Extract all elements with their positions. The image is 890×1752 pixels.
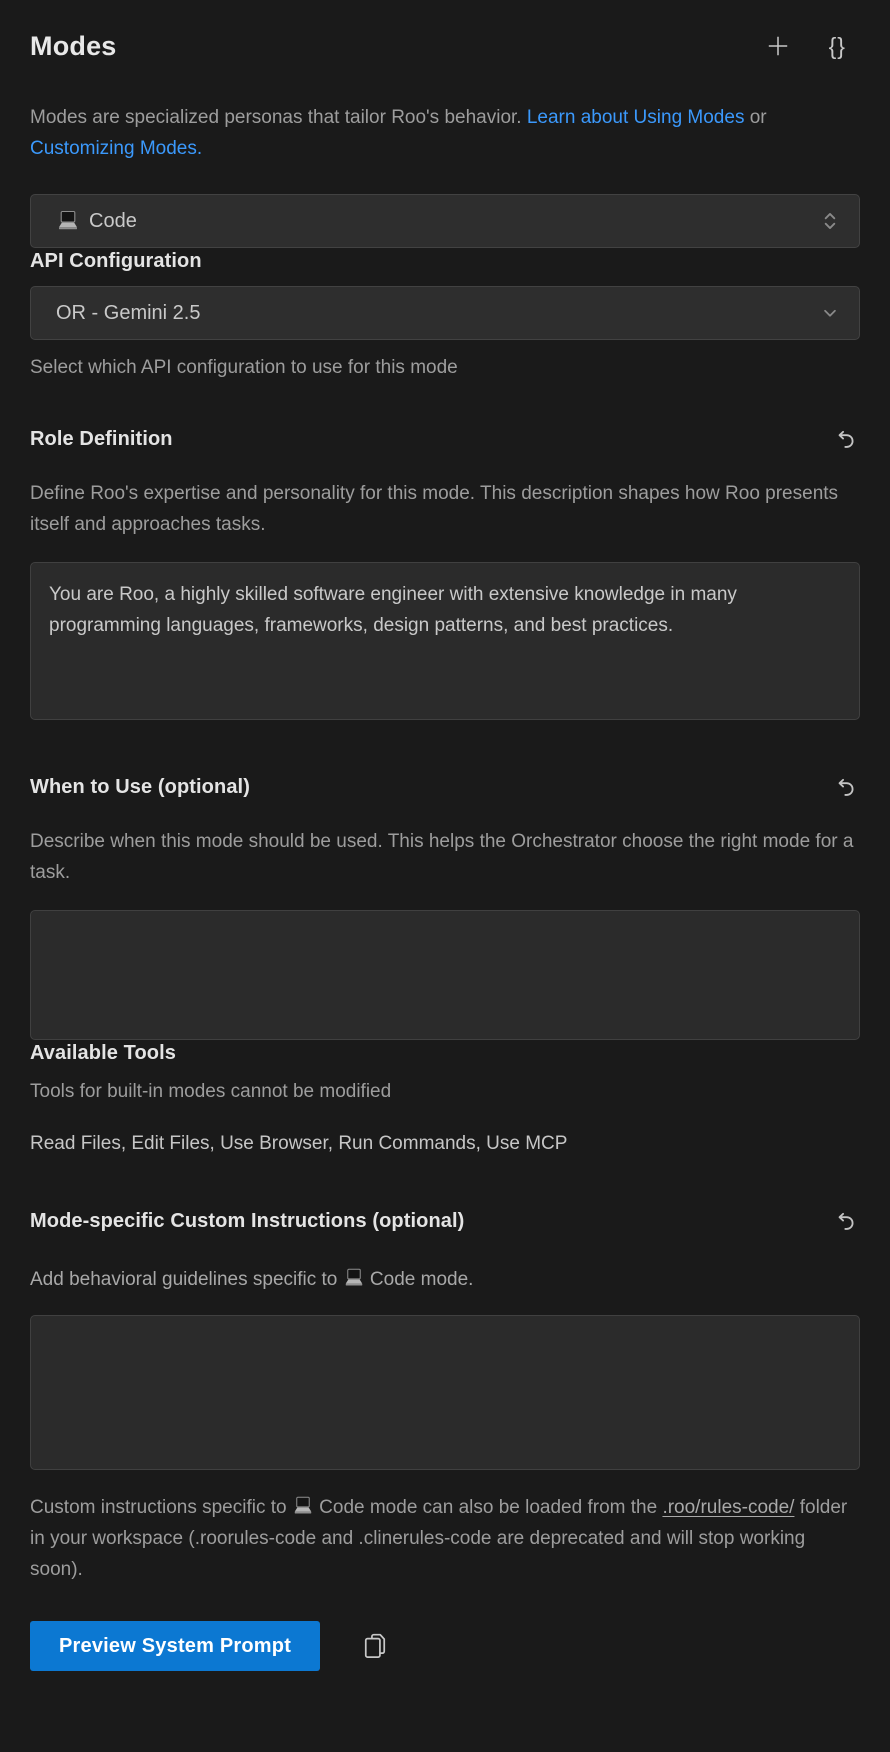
undo-icon [834, 428, 858, 452]
when-to-use-reset-button[interactable] [832, 774, 860, 802]
footnote-prefix: Custom instructions specific to [30, 1497, 287, 1518]
role-definition-header [30, 426, 860, 454]
header [30, 30, 860, 62]
custom-instructions-description-prefix: Add behavioral guidelines specific to [30, 1269, 338, 1290]
plus-icon [765, 33, 791, 59]
available-tools-label: Available Tools [30, 1042, 176, 1064]
custom-instructions-textarea[interactable] [30, 1315, 860, 1470]
mode-select-value: Code [89, 209, 137, 232]
custom-instructions-footnote [30, 1492, 860, 1585]
laptop-icon [292, 1495, 314, 1517]
learn-using-modes-link[interactable]: Learn about Using Modes [526, 107, 745, 128]
when-to-use-label: When to Use (optional) [30, 776, 250, 798]
role-definition-textarea[interactable] [30, 562, 860, 720]
footnote-mid: Code mode can also be loaded from the [319, 1497, 658, 1518]
page-title: Modes [30, 31, 117, 61]
when-to-use-textarea[interactable] [30, 910, 860, 1040]
available-tools-list: Read Files, Edit Files, Use Browser, Run Commands, Use MCP [30, 1133, 568, 1154]
footer [30, 1621, 860, 1671]
intro-description: Modes are specialized personas that tailor Roo's behavior. [30, 107, 522, 128]
role-definition-label: Role Definition [30, 428, 173, 450]
custom-instructions-label: Mode-specific Custom Instructions (optional) [30, 1210, 465, 1232]
copy-system-prompt-button[interactable] [358, 1628, 392, 1664]
api-config-value: OR - Gemini 2.5 [56, 301, 201, 324]
when-to-use-header [30, 774, 860, 802]
customizing-modes-link[interactable]: Customizing Modes. [30, 138, 203, 159]
api-configuration-label: API Configuration [30, 250, 202, 272]
chevron-updown-icon [819, 208, 841, 234]
braces-icon: {} [828, 33, 846, 59]
api-config-select[interactable] [30, 286, 860, 340]
role-definition-description: Define Roo's expertise and personality for this mode. This description shapes how Roo presents itself and approaches tasks. [30, 483, 839, 535]
intro-or: or [749, 107, 767, 128]
undo-icon [834, 1210, 858, 1234]
laptop-icon [343, 1267, 365, 1289]
preview-system-prompt-button[interactable]: Preview System Prompt [30, 1621, 320, 1671]
role-definition-reset-button[interactable] [832, 426, 860, 454]
available-tools-note: Tools for built-in modes cannot be modified [30, 1081, 392, 1102]
custom-instructions-description-suffix: Code mode. [369, 1269, 474, 1290]
custom-instructions-header [30, 1208, 860, 1236]
header-actions [763, 31, 860, 61]
add-mode-button[interactable] [763, 31, 793, 61]
when-to-use-description: Describe when this mode should be used. This helps the Orchestrator choose the right mode for a task. [30, 831, 854, 883]
chevron-down-icon [819, 302, 841, 324]
mode-select[interactable] [30, 194, 860, 248]
copy-icon [360, 1630, 390, 1662]
rules-folder-link[interactable]: .roo/rules-code/ [662, 1497, 795, 1518]
intro-text [30, 102, 860, 164]
custom-instructions-description [30, 1264, 860, 1295]
api-config-help: Select which API configuration to use for this mode [30, 357, 458, 378]
footnote-suffix: folder in your workspace (.roorules-code and .clinerules-code are deprecated and will stop working soon). [30, 1497, 848, 1580]
edit-config-json-button[interactable] [827, 32, 848, 60]
laptop-icon [56, 209, 80, 233]
undo-icon [834, 776, 858, 800]
custom-instructions-reset-button[interactable] [832, 1208, 860, 1236]
